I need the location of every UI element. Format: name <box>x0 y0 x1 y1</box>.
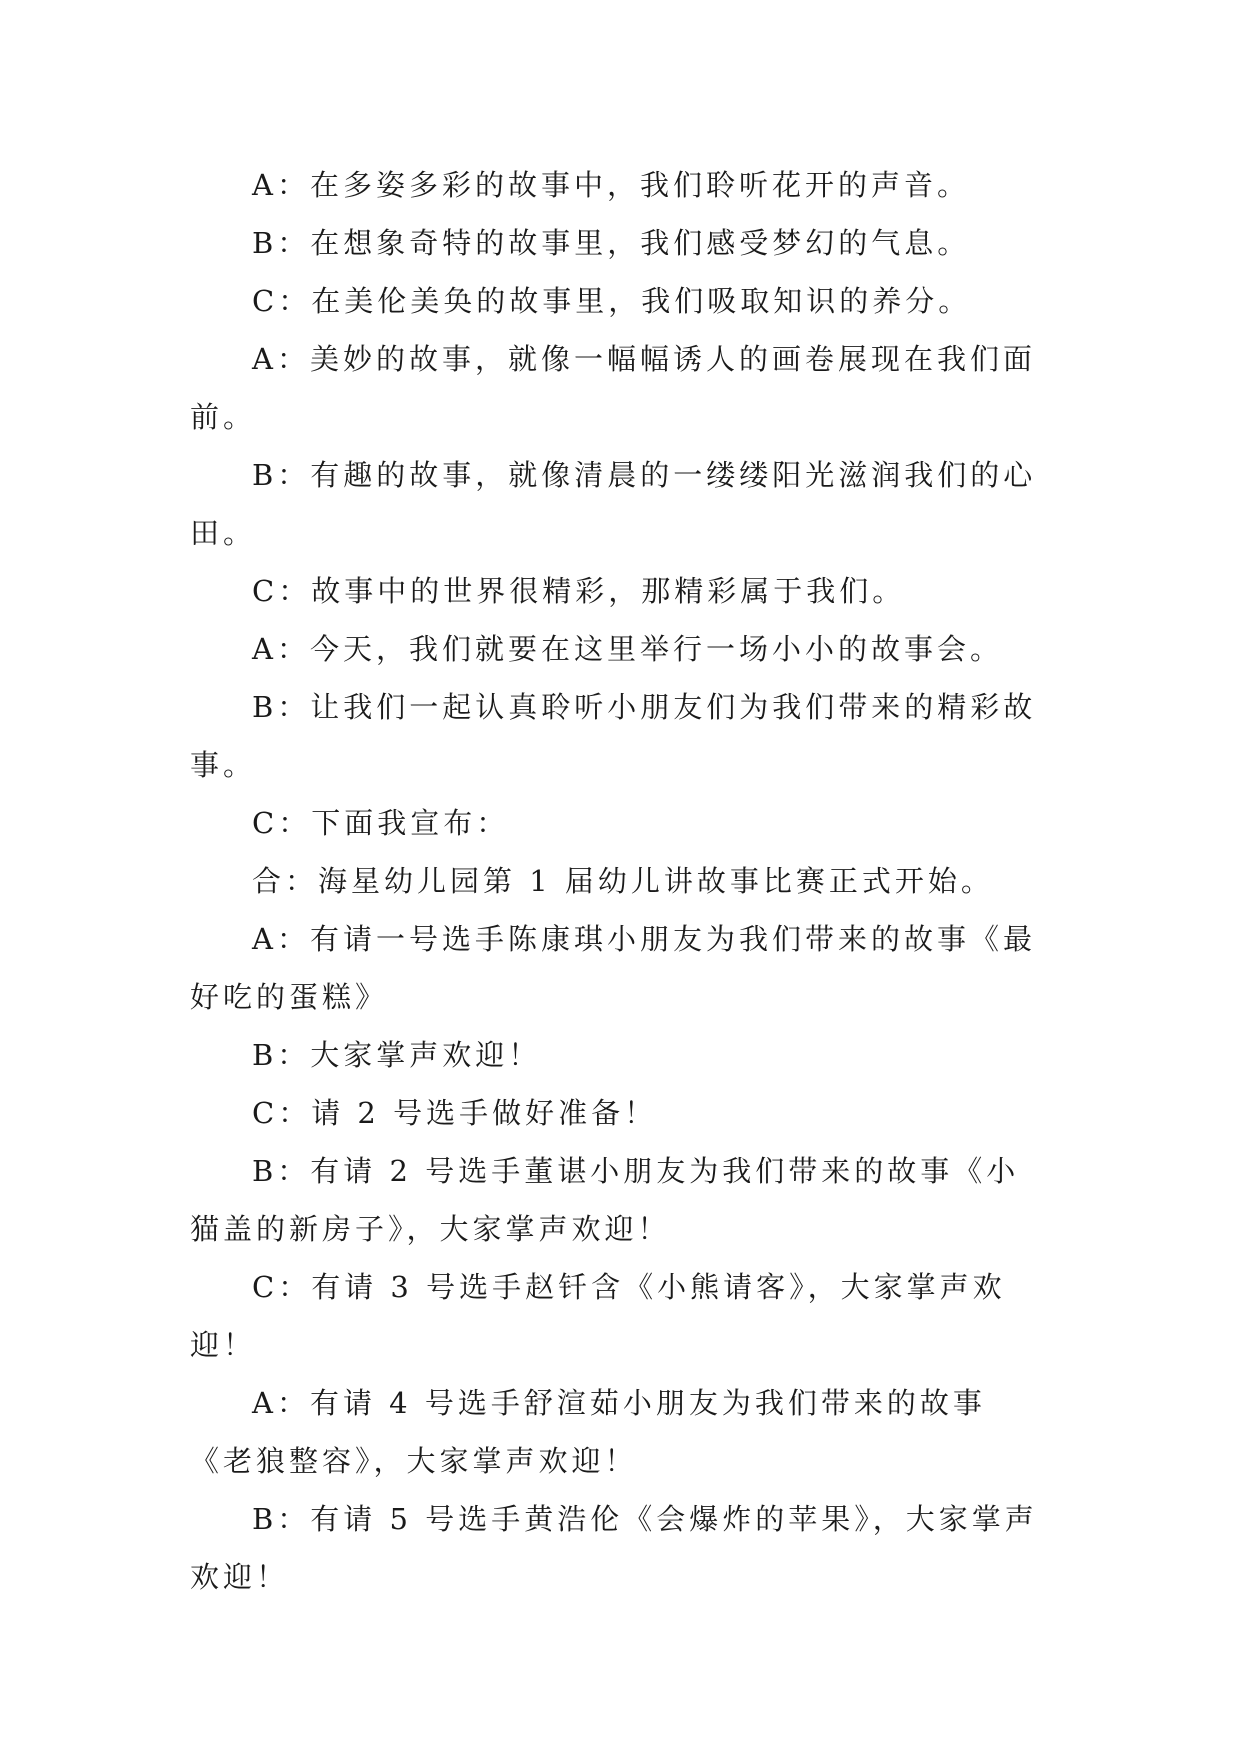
paragraph: B：有请 5 号选手黄浩伦《会爆炸的苹果》，大家掌声欢迎！ <box>190 1502 1038 1594</box>
paragraph: A：有请一号选手陈康琪小朋友为我们带来的故事《最好吃的蛋糕》 <box>190 922 1036 1014</box>
paragraph: A：在多姿多彩的故事中，我们聆听花开的声音。 <box>252 168 970 202</box>
paragraph: B：在想象奇特的故事里，我们感受梦幻的气息。 <box>252 226 971 260</box>
paragraph: 合：海星幼儿园第 1 届幼儿讲故事比赛正式开始。 <box>252 864 994 898</box>
document-body <box>190 156 1050 1606</box>
paragraph: A：今天，我们就要在这里举行一场小小的故事会。 <box>252 632 1003 666</box>
paragraph: C：请 2 号选手做好准备！ <box>252 1096 658 1130</box>
paragraph: B：大家掌声欢迎！ <box>252 1038 542 1072</box>
paragraph: C：故事中的世界很精彩，那精彩属于我们。 <box>252 574 906 608</box>
paragraph: C：在美伦美奂的故事里，我们吸取知识的养分。 <box>252 284 972 318</box>
paragraph: B：有趣的故事，就像清晨的一缕缕阳光滋润我们的心田。 <box>190 458 1037 550</box>
paragraph: C：有请 3 号选手赵钎含《小熊请客》，大家掌声欢迎！ <box>190 1270 1006 1362</box>
paragraph: C：下面我宣布： <box>252 806 510 840</box>
paragraph: B：让我们一起认真聆听小朋友们为我们带来的精彩故事。 <box>190 690 1037 782</box>
paragraph: A：有请 4 号选手舒渲茹小朋友为我们带来的故事《老狼整容》，大家掌声欢迎！ <box>190 1386 986 1478</box>
paragraph: A：美妙的故事，就像一幅幅诱人的画卷展现在我们面前。 <box>190 342 1036 434</box>
paragraph: B：有请 2 号选手董谌小朋友为我们带来的故事《小猫盖的新房子》，大家掌声欢迎！ <box>190 1154 1020 1246</box>
